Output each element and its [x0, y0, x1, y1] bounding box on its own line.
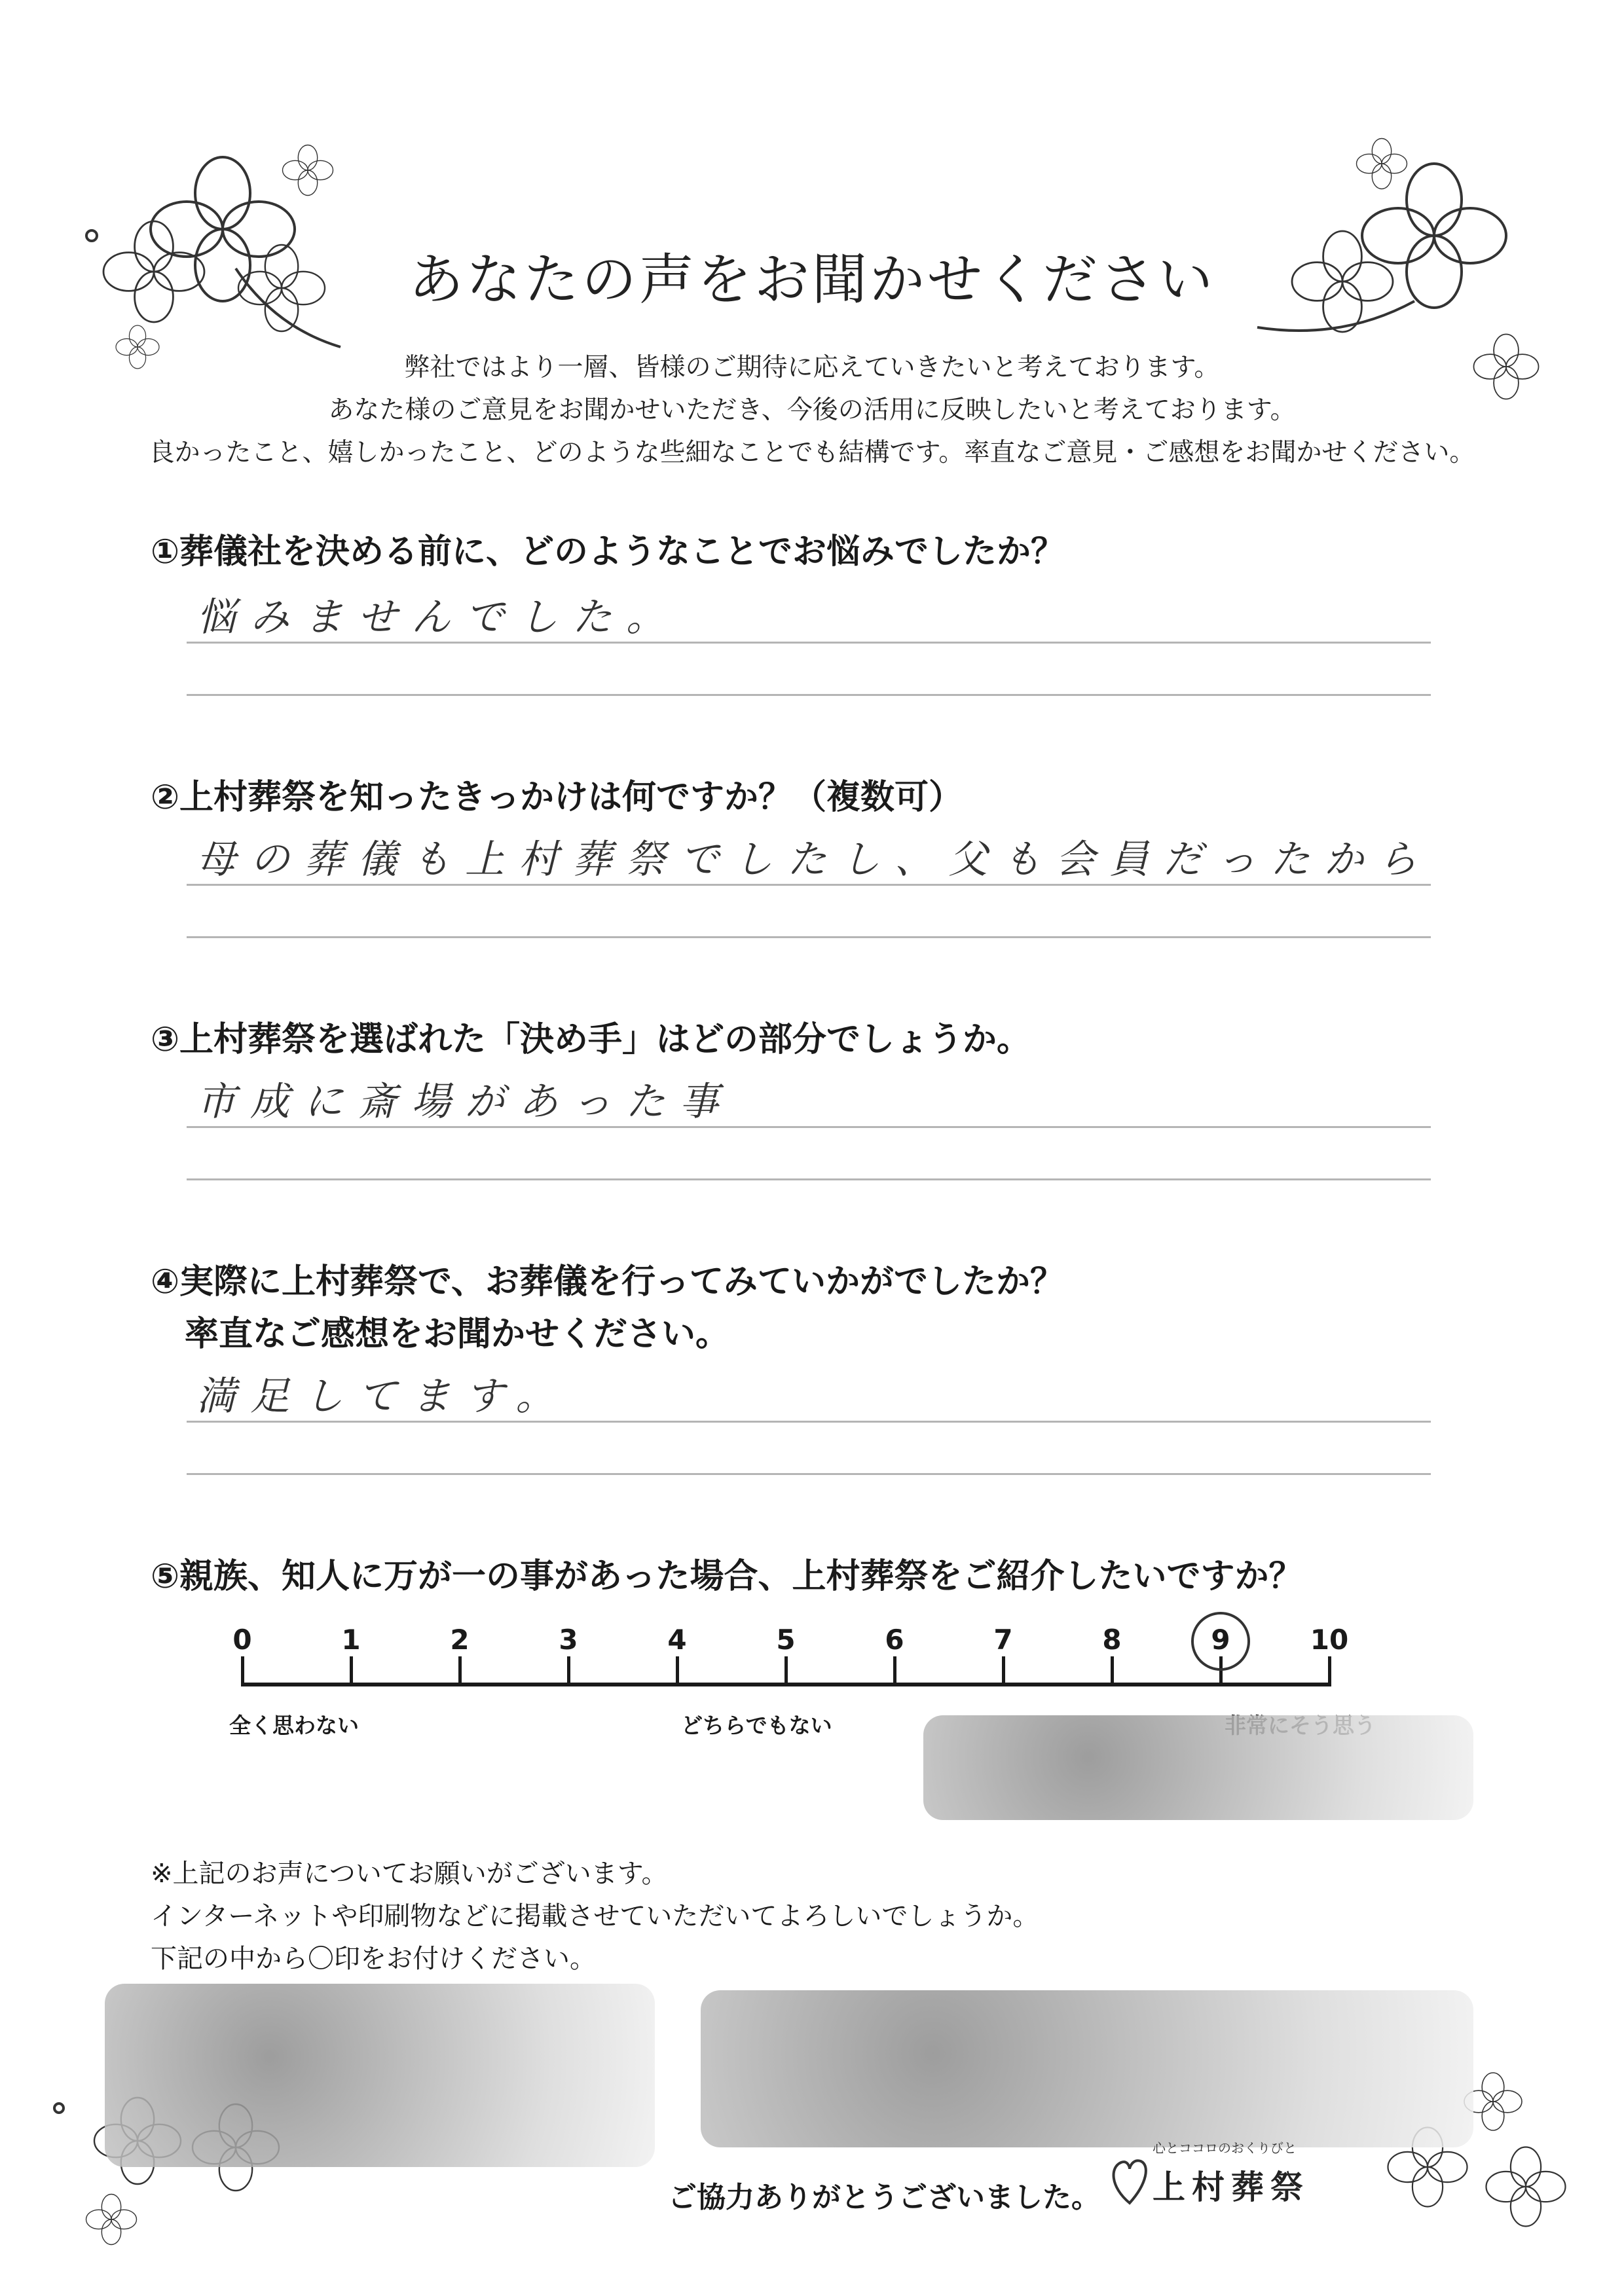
question-4-sublabel: 率直なご感想をお聞かせください。: [185, 1315, 730, 1354]
answer-line: [187, 936, 1431, 938]
scale-tick: [241, 1656, 244, 1686]
company-logo: [1107, 2138, 1342, 2216]
question-1-answer[interactable]: 悩みませんでした。: [196, 594, 680, 640]
page-title: あなたの声をお聞かせください: [408, 247, 1215, 312]
scale-tick-label-3[interactable]: 3: [559, 1624, 578, 1656]
question-3-label: ③上村葬祭を選ばれた「決め手」はどの部分でしょうか。: [151, 1020, 1031, 1059]
answer-line: [187, 1421, 1431, 1423]
intro-line-2: あなた様のご意見をお聞かせいただき、今後の活用に反映したいと考えております。: [328, 395, 1296, 425]
question-4-label: ④実際に上村葬祭で、お葬儀を行ってみていかがでしたか？: [151, 1262, 1064, 1302]
scale-tick: [458, 1656, 462, 1686]
question-5-label: ⑤親族、知人に万が一の事があった場合、上村葬祭をご紹介したいですか？: [151, 1557, 1303, 1596]
redacted-area: [105, 1984, 655, 2167]
notice-line-3: 下記の中から〇印をお付けください。: [151, 1944, 596, 1974]
intro-line-1: 弊社ではより一層、皆様のご期待に応えていきたいと考えております。: [404, 353, 1220, 382]
scale-tick-label-1[interactable]: 1: [341, 1624, 361, 1656]
heart-logo-icon: [1107, 2151, 1153, 2210]
question-4-answer[interactable]: 満足してます。: [196, 1374, 570, 1419]
answer-line: [187, 884, 1431, 886]
scale-tick: [676, 1656, 679, 1686]
question-1-label: ①葬儀社を決める前に、どのようなことでお悩みでしたか？: [151, 532, 1065, 572]
question-3-answer[interactable]: 市成に斎場があった事: [196, 1079, 733, 1125]
answer-line: [187, 1126, 1431, 1128]
scale-tick-label-6[interactable]: 6: [885, 1624, 904, 1656]
scale-tick-label-10[interactable]: 10: [1310, 1624, 1349, 1656]
logo-tagline: 心とココロのおくりびと: [1153, 2140, 1297, 2156]
scale-tick: [1002, 1656, 1005, 1686]
scale-label-low: 全く思わない: [229, 1713, 359, 1738]
answer-line: [187, 642, 1431, 644]
scale-tick: [893, 1656, 896, 1686]
notice-line-2: インターネットや印刷物などに掲載させていただいてよろしいでしょうか。: [151, 1901, 1039, 1931]
scale-tick-label-9[interactable]: 9: [1211, 1624, 1230, 1656]
question-2-answer[interactable]: 母の葬儀も上村葬祭でしたし、父も会員だったから: [196, 837, 1431, 883]
thank-you-message: ご協力ありがとうございました。: [668, 2181, 1100, 2214]
scale-tick: [350, 1656, 353, 1686]
scale-tick-label-5[interactable]: 5: [776, 1624, 796, 1656]
scale-label-mid: どちらでもない: [681, 1713, 832, 1738]
scale-tick-label-8[interactable]: 8: [1102, 1624, 1122, 1656]
selected-rating-circle: [1191, 1612, 1250, 1671]
notice-line-1: ※上記のお声についてお願いがございます。: [151, 1859, 668, 1889]
redacted-area: [923, 1715, 1473, 1820]
intro-line-3: 良かったこと、嬉しかったこと、どのような些細なことでも結構です。率直なご意見・ご感想をお聞かせください。: [149, 438, 1475, 467]
scale-tick: [784, 1656, 788, 1686]
redacted-area: [701, 1990, 1473, 2147]
answer-line: [187, 1178, 1431, 1180]
logo-name: 上村葬祭: [1153, 2168, 1310, 2206]
answer-line: [187, 694, 1431, 696]
scale-tick-label-2[interactable]: 2: [450, 1624, 470, 1656]
question-2-label: ②上村葬祭を知ったきっかけは何ですか？（複数可）: [151, 778, 963, 817]
answer-line: [187, 1473, 1431, 1475]
scale-tick: [1328, 1656, 1331, 1686]
scale-tick-label-7[interactable]: 7: [993, 1624, 1013, 1656]
scale-tick: [567, 1656, 570, 1686]
scale-tick: [1111, 1656, 1114, 1686]
scale-tick-label-4[interactable]: 4: [667, 1624, 687, 1656]
scale-tick-label-0[interactable]: 0: [232, 1624, 252, 1656]
